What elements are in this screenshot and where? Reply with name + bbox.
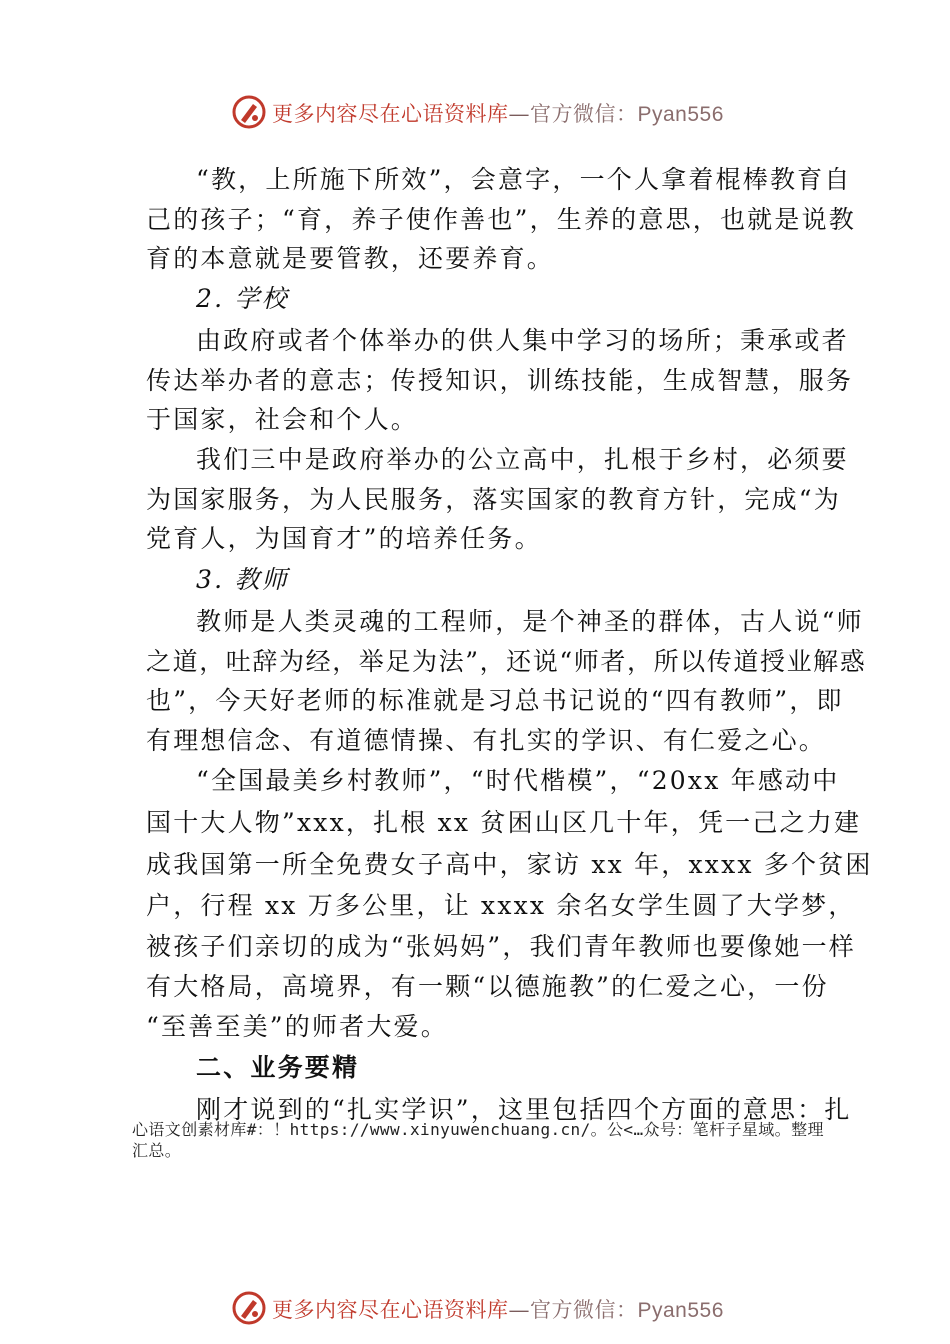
paragraph-line: “全国最美乡村教师”，“时代楷模”，“20xx 年感动中 (196, 766, 840, 795)
paragraph-line: 己的孩子；“育，养子使作善也”，生养的意思，也就是说教 (146, 205, 856, 234)
brand-logo-icon (231, 1290, 267, 1326)
footer-watermark (0, 1290, 950, 1334)
paragraph-line: 党育人，为国育才”的培养任务。 (146, 524, 542, 553)
paragraph-line: 由政府或者个体举办的供人集中学习的场所；秉承或者 (196, 326, 849, 355)
section-heading: 3. 教师 (196, 565, 289, 594)
paragraph-line: 有大格局，高境界，有一颗“以德施教”的仁爱之心，一份 (146, 972, 829, 1001)
paragraph-line: 也”，今天好老师的标准就是习总书记说的“四有教师”，即 (146, 686, 844, 715)
brand-separator: — (508, 1298, 530, 1322)
paragraph-line: 教师是人类灵魂的工程师，是个神圣的群体，古人说“师 (196, 607, 864, 636)
wechat-id: Pyan556 (637, 103, 724, 126)
header-watermark (0, 94, 950, 138)
chapter-heading: 二、业务要精 (196, 1053, 360, 1082)
paragraph-line: 成我国第一所全免费女子高中，家访 xx 年，xxxx 多个贫困 (146, 850, 873, 879)
paragraph-line: 育的本意就是要管教，还要养育。 (146, 244, 555, 273)
paragraph-line: 之道，吐辞为经，举足为法”，还说“师者，所以传道授业解惑 (146, 647, 867, 676)
paragraph-line: “至善至美”的师者大爱。 (146, 1012, 448, 1041)
paragraph-line: 我们三中是政府举办的公立高中，扎根于乡村，必须要 (196, 445, 849, 474)
wechat-label: 官方微信： (530, 102, 638, 126)
wechat-id: Pyan556 (637, 1299, 724, 1322)
brand-separator: — (508, 102, 530, 126)
source-note: 心语文创素材库#：！https://www.xinyuwenchuang.cn/。公<…众号：笔杆子星域。整理 (132, 1120, 824, 1139)
brand-name: 更多内容尽在心语资料库 (272, 102, 509, 126)
paragraph-line: 传达举办者的意志；传授知识，训练技能，生成智慧，服务 (146, 366, 854, 395)
paragraph-line: 为国家服务，为人民服务，落实国家的教育方针，完成“为 (146, 485, 841, 514)
paragraph-line: 有理想信念、有道德情操、有扎实的学识、有仁爱之心。 (146, 726, 827, 755)
wechat-label: 官方微信： (530, 1298, 638, 1322)
brand-logo-icon (231, 94, 267, 130)
paragraph-line: 户，行程 xx 万多公里，让 xxxx 余名女学生圆了大学梦， (146, 891, 856, 920)
paragraph-line: 于国家，社会和个人。 (146, 405, 419, 434)
section-heading: 2. 学校 (196, 284, 289, 313)
paragraph-line: 刚才说到的“扎实学识”，这里包括四个方面的意思：扎 (196, 1095, 852, 1124)
source-note: 汇总。 (132, 1141, 182, 1160)
brand-name: 更多内容尽在心语资料库 (272, 1298, 509, 1322)
paragraph-line: 国十大人物”xxx，扎根 xx 贫困山区几十年，凭一己之力建 (146, 808, 862, 837)
paragraph-line: “教，上所施下所效”，会意字，一个人拿着棍棒教育自 (196, 165, 852, 194)
paragraph-line: 被孩子们亲切的成为“张妈妈”，我们青年教师也要像她一样 (146, 932, 856, 961)
